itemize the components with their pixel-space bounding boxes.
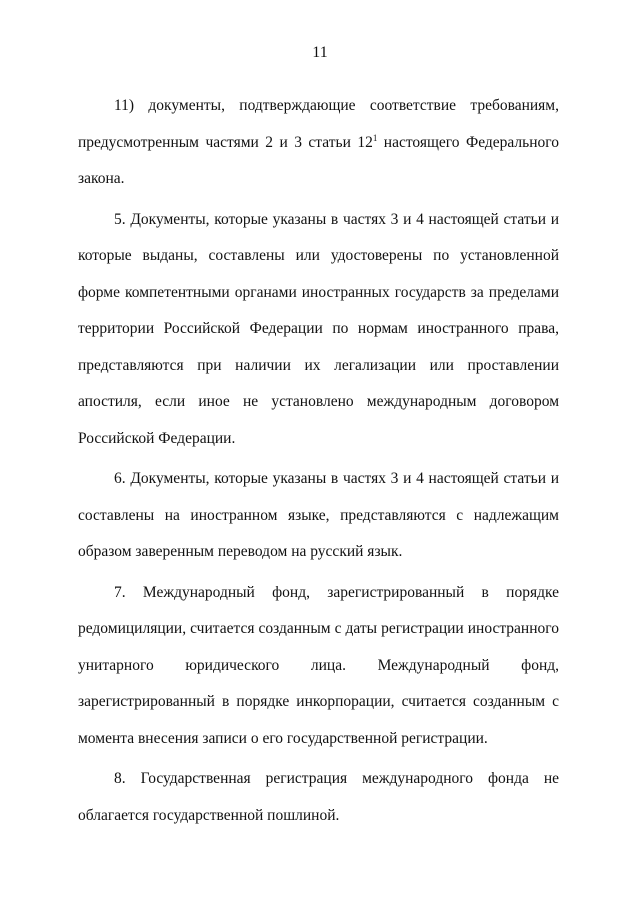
paragraph-section-6: 6. Документы, которые указаны в частях 3 и 4 настоящей статьи и составлены на иностранном языке, представляются с надлежащим образом заверенным переводом на русский язык. <box>78 470 559 560</box>
paragraph-section-7: 7. Международный фонд, зарегистрированный в порядке редомициляции, считается созданным с даты регистрации иностранного унитарного юридического лица. Международный фонд, зарегистрированный в порядке инкорпорации, считается созданным с момента внесения записи о его государственной регистрации. <box>78 583 559 747</box>
paragraph-section-8: 8. Государственная регистрация международного фонда не облагается государственной пошлиной. <box>78 770 559 824</box>
paragraph-text: 11) документы, подтверждающие соответствие требованиям, предусмотренным частями 2 и 3 статьи 12 <box>78 97 559 151</box>
paragraph-section-5: 5. Документы, которые указаны в частях 3 и 4 настоящей статьи и которые выданы, составлены или удостоверены по установленной форме компетентными органами иностранных государств за пределами территории Российской Федерации по нормам иностранного права, представляются при наличии их легализации или проставлении апостиля, если иное не установлено международным договором Российской Федерации. <box>78 210 559 447</box>
superscript-marker: 1 <box>372 132 378 143</box>
paragraph-item-11 <box>78 88 559 198</box>
paragraph-text-continued: настоящего Федерального закона. <box>78 133 559 187</box>
page-number: 11 <box>312 44 328 61</box>
document-body <box>78 88 559 834</box>
